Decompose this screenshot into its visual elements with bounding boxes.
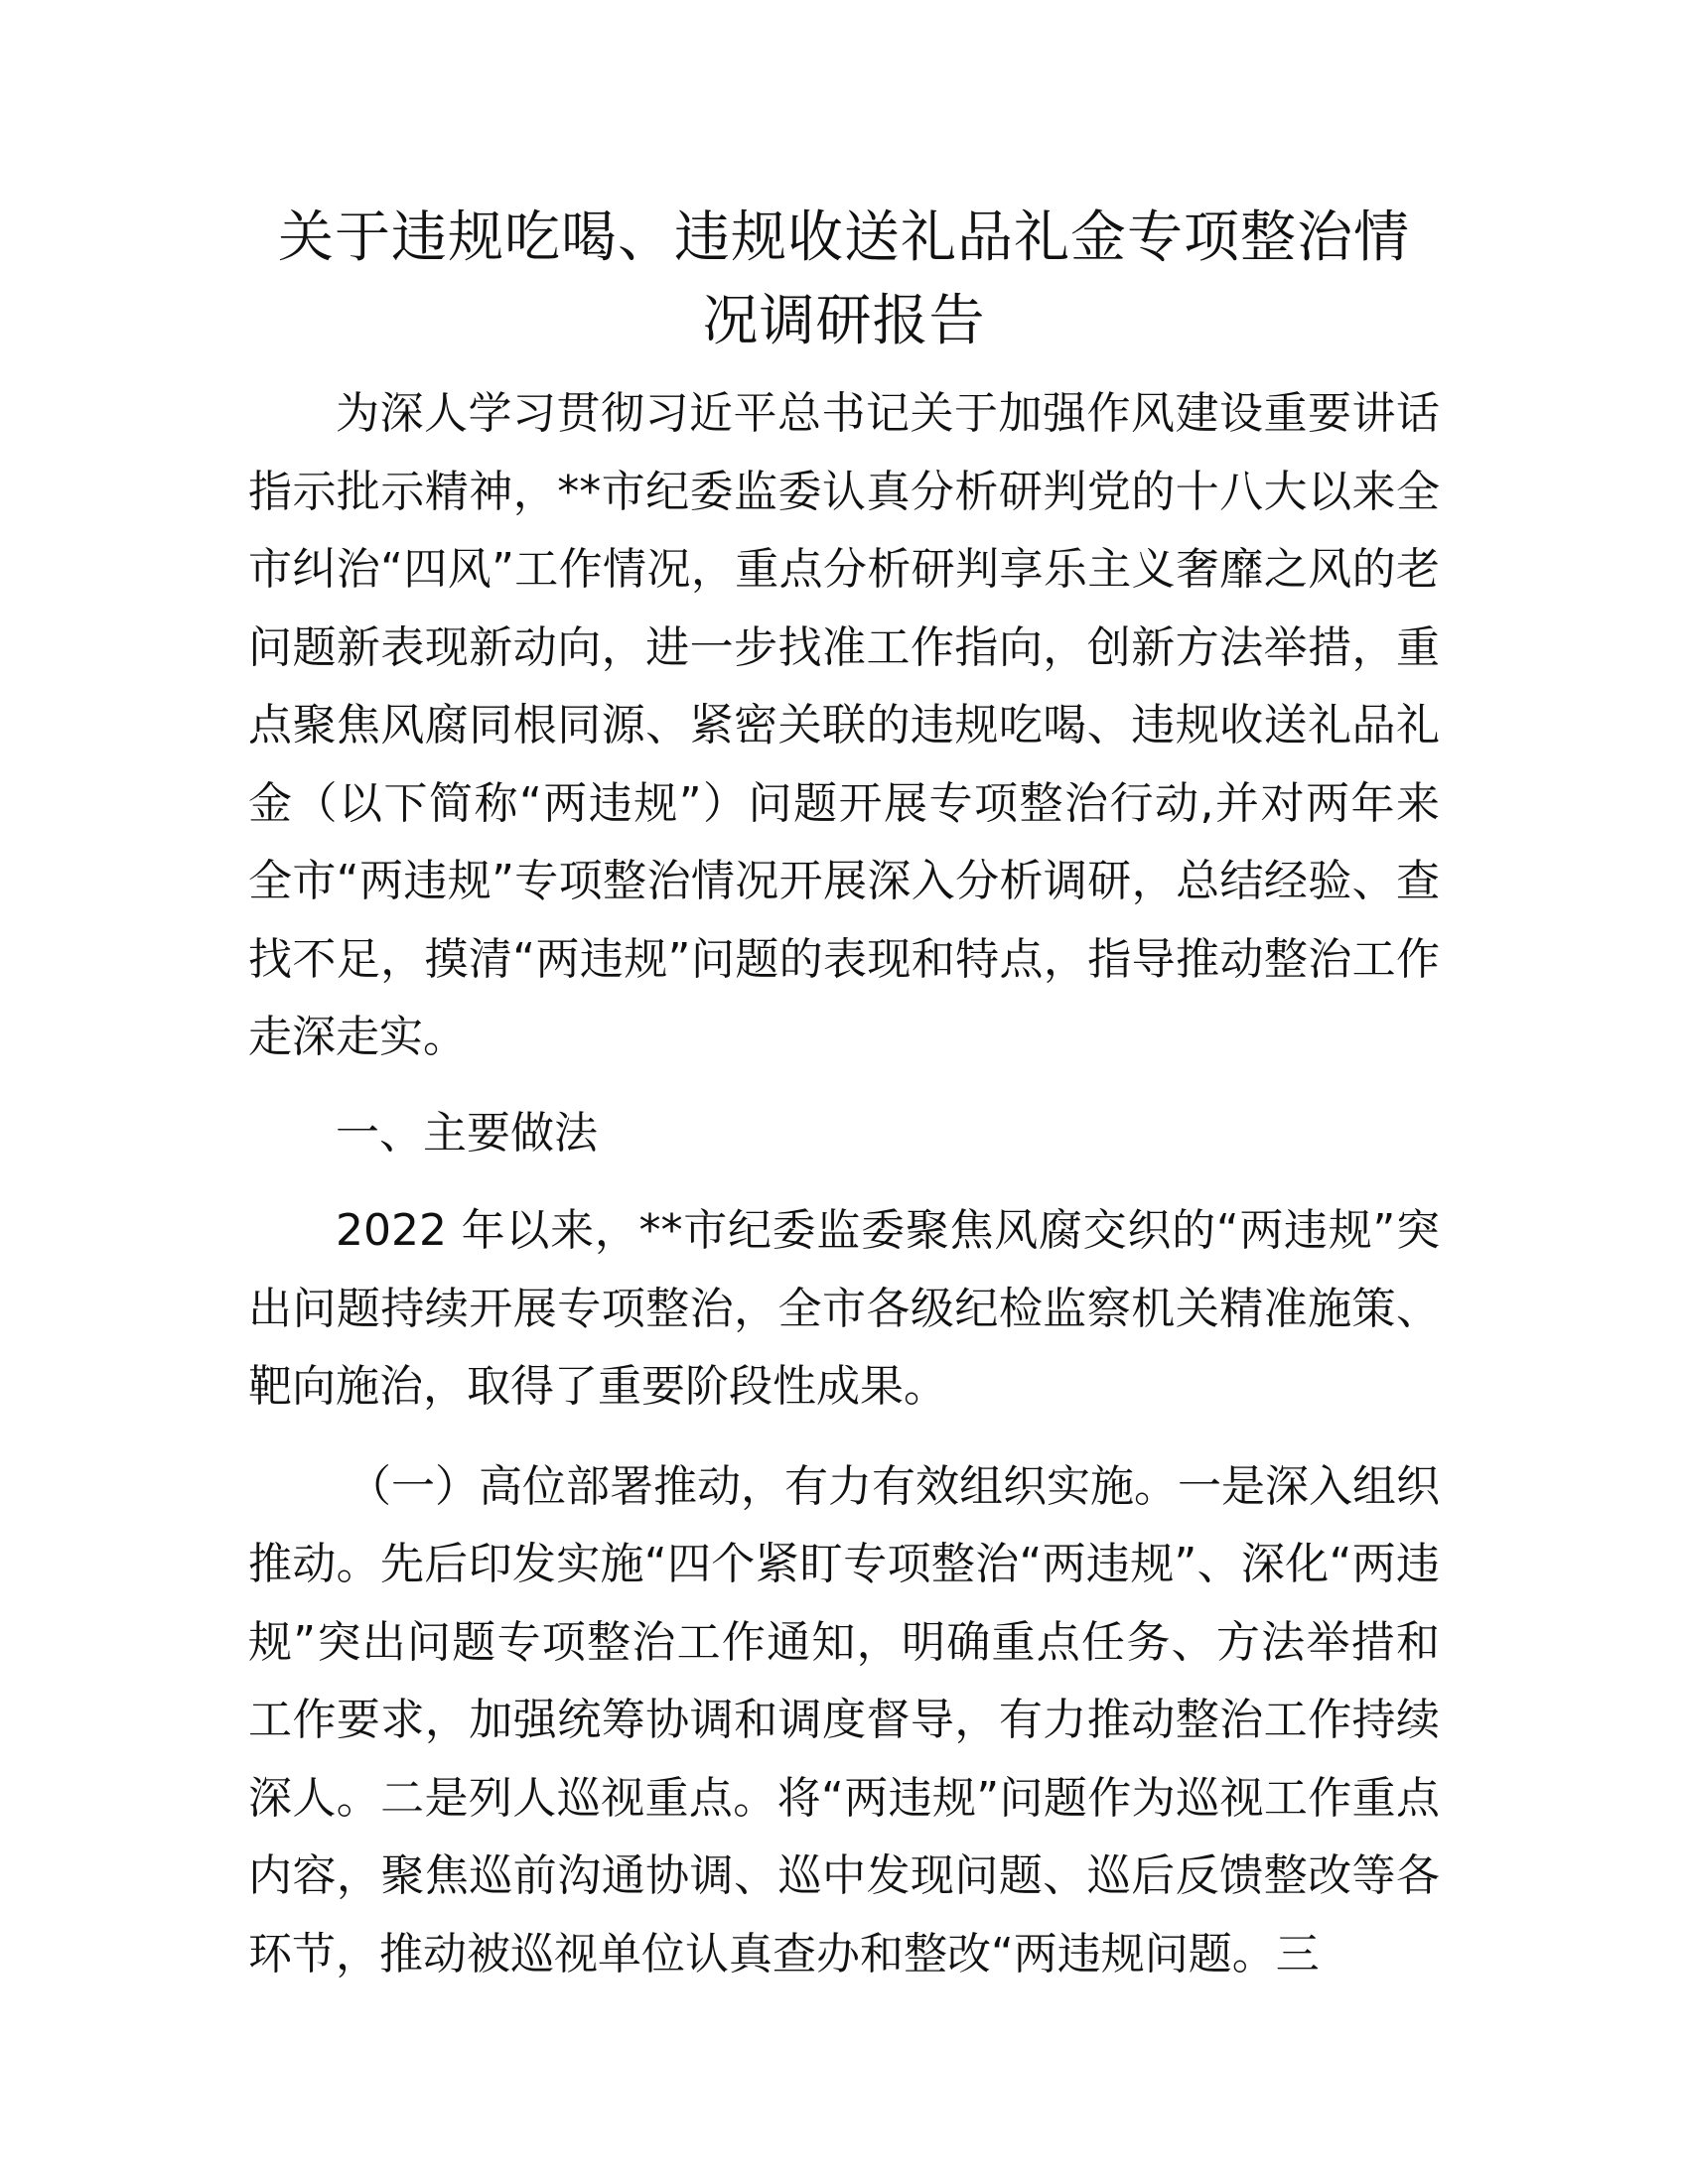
- section-heading-main-practices: 一、主要做法: [336, 1107, 598, 1159]
- document-title: [199, 197, 1489, 363]
- intro-paragraph: 为深人学习贯彻习近平总书记关于加强作风建设重要讲话指示批示精神，**市纪委监委认真分析研判党的十八大以来全市纠治“四风”工作情况，重点分析研判享乐主义奢靡之风的老问题新表现新动向，进一步找准工作指向，创新方法举措，重点聚焦风腐同根同源、紧密关联的违规吃喝、违规收送礼品礼金（以下简称“两违规”）问题开展专项整治行动,并对两年来全市“两违规”专项整治情况开展深入分析调研，总结经验、查找不足，摸清“两违规”问题的表现和特点，指导推动整治工作走深走实。: [248, 388, 1440, 1062]
- document-title-line-2: 况调研报告: [702, 289, 986, 353]
- section-paragraph: 2022 年以来，**市纪委监委聚焦风腐交织的“两违规”突出问题持续开展专项整治，全市各级纪检监察机关精准施策、靶向施治，取得了重要阶段性成果。: [248, 1205, 1440, 1412]
- document-title-line-1: 关于违规吃喝、违规收送礼品礼金专项整治情: [278, 205, 1410, 270]
- subsection-paragraph: （一）高位部署推动，有力有效组织实施。一是深入组织推动。先后印发实施“四个紧盯专项整治“两违规”、深化“两违规”突出问题专项整治工作通知，明确重点任务、方法举措和工作要求，加强统筹协调和调度督导，有力推动整治工作持续深人。二是列人巡视重点。将“两违规”问题作为巡视工作重点内容，聚焦巡前沟通协调、巡中发现问题、巡后反馈整改等各环节，推动被巡视单位认真查办和整改“两违规问题。三: [248, 1460, 1440, 1979]
- document-body: [248, 375, 1440, 1993]
